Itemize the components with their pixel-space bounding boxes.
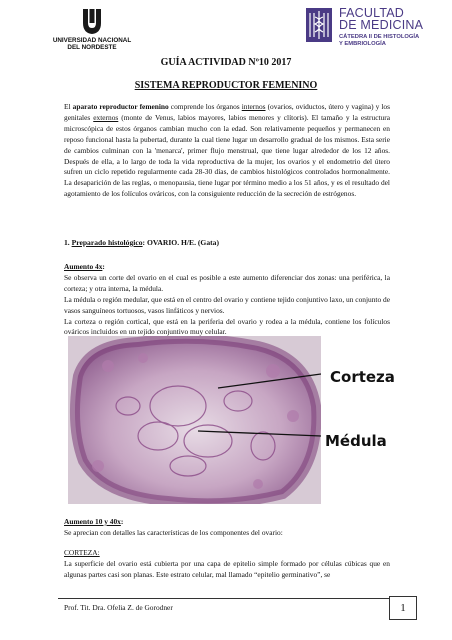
page-number: 1 bbox=[389, 596, 417, 620]
facultad-medicina-logo bbox=[305, 7, 445, 51]
faculty-title: FACULTAD DE MEDICINA bbox=[339, 6, 424, 32]
ovary-micrograph bbox=[68, 336, 321, 504]
topic-title: SISTEMA REPRODUCTOR FEMENINO bbox=[134, 80, 318, 91]
unne-shield-icon bbox=[77, 6, 107, 36]
corteza-section: CORTEZA: La superficie del ovario está cubierta por una capa de epitelio simple formado por células cúbicas que en algunas partes casi son planas. Este estrato celular, mal llamado “epitelio germinativo”, se bbox=[64, 548, 390, 579]
footer-divider bbox=[58, 598, 414, 599]
intro-paragraph: El aparato reproductor femenino comprende los órganos internos (ovarios, oviductos, útero y vagina) y los genitales externos (monte de Venus, labios mayores, labios menores y clítoris). El tamaño y la estructura microscópica de estos órganos cambian mucho con la edad. Son relativamente pequeños y permanecen en reposo funcional hasta la pubertad, durante la cual tiene lugar un desarrollo gradual de los mismos. Esta serie de cambios culminan con la 'menarca', primer flujo menstrual, que tiene lugar alrededor de los 12 años. Después de ella, a lo largo de toda la vida reproductiva de la mujer, los ovarios y el endometrio del útero sufren un ciclo repetido regularmente cada 28-30 días, de cambios histológicos controlados hormonalmente. La desaparición de las reglas, o menopausia, tiene lugar por término medio a los 51 años, y es el resultado del agotamiento de los folículos ováricos, con la consiguiente reducción de la secreción de estrógenos. bbox=[64, 102, 390, 199]
label-medula: Médula bbox=[325, 432, 387, 450]
footer-author: Prof. Tit. Dra. Ofelia Z. de Gorodner bbox=[64, 603, 173, 612]
section-heading: 1. Preparado histológico: OVARIO. H/E. (Gata) bbox=[64, 238, 219, 247]
activity-title: GUÍA ACTIVIDAD Nº10 2017 bbox=[160, 57, 292, 68]
aumento-4x-block: Aumento 4x: Se observa un corte del ovario en el cual es posible a este aumento diferenciar dos zonas: una periférica, la corteza; y otra interna, la médula. La médula o región medular, que está en el centro del ovario y contiene tejido conjuntivo laxo, un conjunto de vasos sanguíneos tortuosos, vasos linfáticos y nervios. La corteza o región cortical, que está en la periferia del ovario y rodea a la médula, contiene los folículos ováricos incluidos en un tejido conjuntivo muy celular. bbox=[64, 262, 390, 337]
unne-name: UNIVERSIDAD NACIONAL DEL NORDESTE bbox=[52, 37, 132, 51]
unne-logo bbox=[42, 6, 142, 51]
aumento-10-40x-block: Aumento 10 y 40x: Se aprecian con detalles las características de los componentes del ovario: bbox=[64, 517, 283, 537]
label-corteza: Corteza bbox=[330, 368, 395, 386]
faculty-subtitle: CÁTEDRA II DE HISTOLOGÍA Y EMBRIOLOGÍA bbox=[339, 34, 420, 47]
faculty-emblem-icon bbox=[305, 7, 333, 43]
